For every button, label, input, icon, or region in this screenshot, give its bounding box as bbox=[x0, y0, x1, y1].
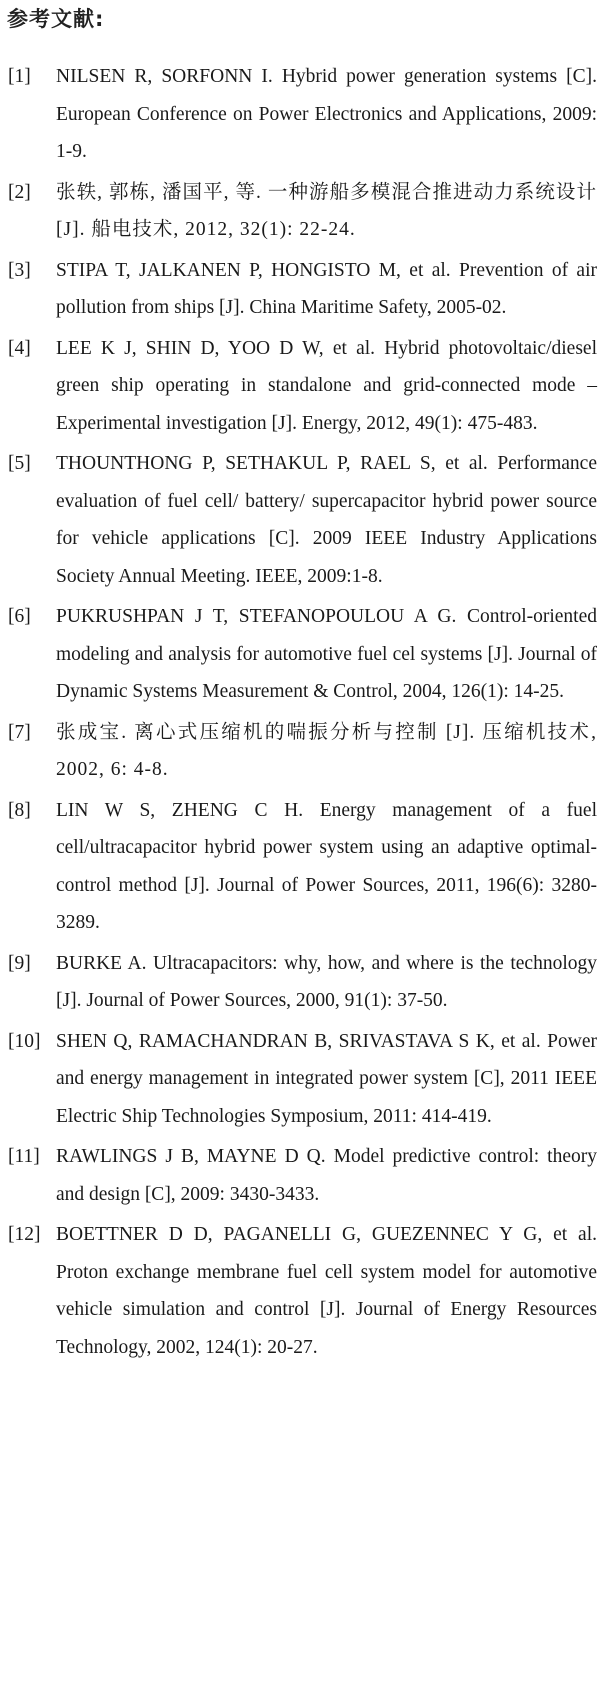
reference-text: PUKRUSHPAN J T, STEFANOPOULOU A G. Control-oriented modeling and analysis for automotive fuel cel systems [J]. Journal of Dynamic Systems Measurement & Control, 2004, 126(1): 14-25. bbox=[56, 606, 597, 702]
reference-text: LIN W S, ZHENG C H. Energy management of a fuel cell/ultracapacitor hybrid power system using an adaptive optimal-control method [J]. Journal of Power Sources, 2011, 196(6): 3280-3289. bbox=[56, 799, 597, 933]
reference-text: STIPA T, JALKANEN P, HONGISTO M, et al. Prevention of air pollution from ships [J]. China Maritime Safety, 2005-02. bbox=[56, 259, 597, 318]
reference-item-8 bbox=[0, 792, 600, 942]
reference-item-7 bbox=[0, 714, 600, 789]
reference-text: RAWLINGS J B, MAYNE D Q. Model predictive control: theory and design [C], 2009: 3430-3433. bbox=[56, 1146, 597, 1205]
reference-number: [11] bbox=[8, 1146, 40, 1167]
reference-number: [6] bbox=[8, 606, 31, 627]
reference-number: [2] bbox=[8, 181, 31, 203]
reference-text: LEE K J, SHIN D, YOO D W, et al. Hybrid photovoltaic/diesel green ship operating in standalone and grid-connected mode – Experimental investigation [J]. Energy, 2012, 49(1): 475-483. bbox=[56, 337, 597, 434]
reference-number: [10] bbox=[8, 1030, 41, 1052]
reference-item-12 bbox=[0, 1216, 600, 1366]
reference-item-4 bbox=[0, 330, 600, 443]
reference-number: [9] bbox=[8, 952, 31, 974]
reference-text: NILSEN R, SORFONN I. Hybrid power generation systems [C]. European Conference on Power Electronics and Applications, 2009: 1-9. bbox=[56, 66, 597, 162]
reference-number: [3] bbox=[8, 259, 31, 281]
section-heading: 参考文献: bbox=[7, 7, 105, 31]
reference-text: 张轶, 郭栋, 潘国平, 等. 一种游船多模混合推进动力系统设计[J]. 船电技术, 2012, 32(1): 22-24. bbox=[56, 181, 597, 240]
reference-text: BURKE A. Ultracapacitors: why, how, and where is the technology [J]. Journal of Power Sources, 2000, 91(1): 37-50. bbox=[56, 952, 597, 1011]
reference-text: SHEN Q, RAMACHANDRAN B, SRIVASTAVA S K, et al. Power and energy management in integrated power system [C], 2011 IEEE Electric Ship Technologies Symposium, 2011: 414-419. bbox=[56, 1030, 597, 1127]
reference-number: [5] bbox=[8, 453, 31, 474]
reference-item-1 bbox=[0, 58, 600, 171]
reference-text: THOUNTHONG P, SETHAKUL P, RAEL S, et al. Performance evaluation of fuel cell/ battery/ supercapacitor hybrid power source for vehicle applications [C]. 2009 IEEE Industry Applications Society Annual Meeting. IEEE, 2009:1-8. bbox=[56, 453, 597, 587]
reference-number: [12] bbox=[8, 1224, 41, 1245]
reference-number: [4] bbox=[8, 337, 31, 359]
reference-item-2 bbox=[0, 174, 600, 249]
reference-item-5 bbox=[0, 445, 600, 595]
reference-text: 张成宝. 离心式压缩机的喘振分析与控制 [J]. 压缩机技术, 2002, 6: 4-8. bbox=[56, 721, 597, 780]
reference-number: [7] bbox=[8, 721, 31, 743]
reference-number: [1] bbox=[8, 66, 31, 87]
reference-item-9 bbox=[0, 945, 600, 1020]
reference-item-10 bbox=[0, 1023, 600, 1136]
reference-number: [8] bbox=[8, 799, 31, 821]
reference-list bbox=[0, 58, 600, 1369]
reference-text: BOETTNER D D, PAGANELLI G, GUEZENNEC Y G, et al. Proton exchange membrane fuel cell system model for automotive vehicle simulation and control [J]. Journal of Energy Resources Technology, 2002, 124(1): 20-27. bbox=[56, 1224, 597, 1358]
reference-item-6 bbox=[0, 598, 600, 711]
reference-item-11 bbox=[0, 1138, 600, 1213]
reference-item-3 bbox=[0, 252, 600, 327]
